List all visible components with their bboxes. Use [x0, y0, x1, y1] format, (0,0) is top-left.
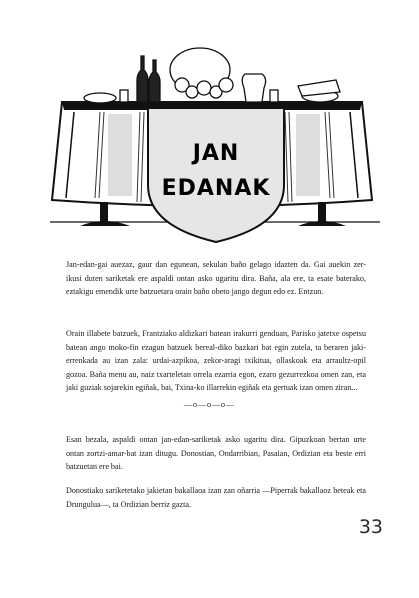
page-number: 33: [358, 516, 383, 538]
paragraph-3: [66, 433, 366, 474]
paragraph-text: Donostiako sariketetako jakietan bakallaoa izan zan oñarria —Piperrak bakallaoz beteak eta Drungulua—, ta Ordizian berriz gazta.: [66, 486, 366, 509]
paragraph-2: [66, 327, 366, 395]
paragraph-text: Jan-edan-gai auezaz, gaur dan egunean, sekulan baño gelago idazten da. Gai auekin zer-ikusi duten sariketak ere aspaldi ontan asko ugaritu dira. Baña, ala ere, ta esate baterako, eztakigu emendik urte batzuetara orain baño obeto jango degun edo ez. Entzun.: [66, 260, 366, 297]
paragraph-4: [66, 484, 366, 511]
paragraph-text: Orain illabete batzuek, Frantziako aldizkari batean irakurri genduan, Parisko jatetxe ospetsu batean ango moko-fin ezagun batzuek bereal-diko bazkari bat egin zutela, ta beraren jaki-errenkada au izan zala: urdai-azpikoa, zekor-aragi txikitua, ollaskoak eta arraultz-opil gozoa. Baña menu au, naiz txarteletan orrela ezarria egon, ezaro gezurrezkoa omen zan, eta jaki guziak sojarekin egiñak, bai, Txina-ko illarrekin egiñak eta gertuak izan omen ziran...: [66, 329, 366, 393]
table-illustration: [40, 30, 390, 245]
illustration-title-line1: JAN: [192, 141, 240, 166]
paragraph-1: [66, 258, 366, 299]
paragraph-text: Esan bezala, aspaldi ontan jan-edan-sariketak asko ugaritu dira. Gipuzkoan bertan urte ontan zortzi-amar-bat izan ditugu. Donostian, Ondarribian, Pasaian, Ordizian eta beste erri batzuetan ere bai.: [66, 435, 366, 472]
section-divider: —o—o—o—: [184, 400, 235, 409]
illustration-title-line2: EDANAK: [161, 176, 271, 201]
